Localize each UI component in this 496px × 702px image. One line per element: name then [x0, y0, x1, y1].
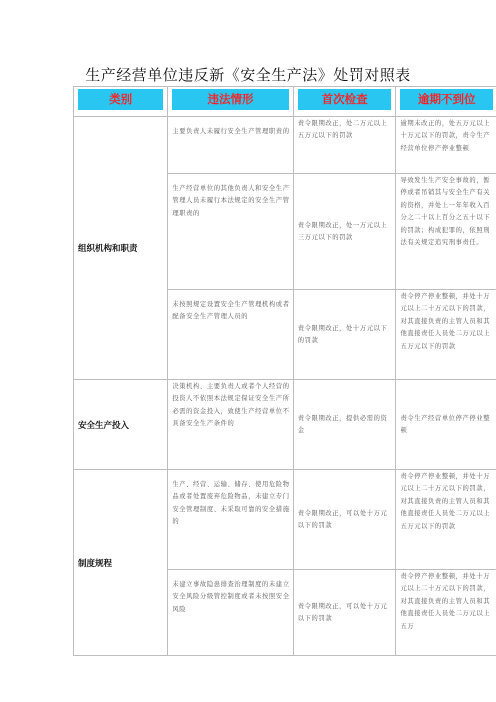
situation-cell: 决策机构、主要负责人或者个人经营的投资人不依照本法规定保证安全生产所必需的资金投入，致使生产经营单位不具备安全生产条件的	[168, 380, 293, 470]
category-cell: 组织机构和职责	[74, 117, 168, 380]
header-situation: 违法情形	[168, 87, 293, 117]
page-title: 生产经营单位违反新《安全生产法》处罚对照表	[85, 66, 411, 84]
situation-cell: 生产、经营、运输、储存、使用危险物品或者处置废弃危险物品，未建立专门安全管理制度、未采取可靠的安全措施的	[168, 470, 293, 570]
overdue-cell: 责令停产停业整顿，并处十万元以上二十万元以下的罚款，对其直接负责的主管人员和其他直接责任人员处二万元以上五万	[396, 570, 496, 656]
header-overdue: 逾期不到位	[396, 87, 496, 117]
header-category: 类别	[74, 87, 168, 117]
header-first-check: 首次检查	[293, 87, 396, 117]
situation-cell: 未建立事故隐患排查治理制度的未建立安全风险分级管控制度或者未按照安全风险	[168, 570, 293, 656]
overdue-cell: 导致发生生产安全事故的，暂停或者吊销其与安全生产有关的资格，并处上一年年收入百分之二十以上百分之五十以下的罚款；构成犯罪的，依照刑法有关规定追究刑事责任。	[396, 174, 496, 290]
overdue-cell: 责令停产停业整顿，并处十万元以上二十万元以下的罚款，对其直接负责的主管人员和其他直接责任人员处二万元以上五万元以下的罚款	[396, 470, 496, 570]
category-cell: 制度规程	[74, 470, 168, 656]
situation-cell: 未按照规定设置安全生产管理机构或者配备安全生产管理人员的	[168, 290, 293, 380]
situation-cell: 生产经营单位的其他负责人和安全生产管理人员未履行本法规定的安全生产管理职责的	[168, 174, 293, 290]
overdue-cell: 逾期未改正的，处五万元以上十万元以下的罚款，责令生产经营单位停产停业整顿	[396, 117, 496, 174]
table-row	[74, 380, 496, 470]
first-check-cell: 责令限期改正，处一万元以上三万元以下的罚款	[293, 174, 396, 290]
table-header-row	[74, 87, 496, 117]
first-check-cell: 责令限期改正，可以处十万元以下的罚款	[293, 570, 396, 656]
category-cell: 安全生产投入	[74, 380, 168, 470]
first-check-cell: 责令限期改正，处二万元以上五万元以下的罚款	[293, 117, 396, 174]
table-row	[74, 117, 496, 174]
table-row	[74, 470, 496, 570]
overdue-cell: 责令生产经营单位停产停业整顿	[396, 380, 496, 470]
penalty-table	[73, 86, 496, 656]
first-check-cell: 责令限期改正，提供必需的资金	[293, 380, 396, 470]
situation-cell: 主要负责人未履行安全生产管理职责的	[168, 117, 293, 174]
overdue-cell: 责令停产停业整顿，并处十万元以上二十万元以下的罚款，对其直接负责的主管人员和其他直接责任人员处二万元以上五万元以下的罚款	[396, 290, 496, 380]
first-check-cell: 责令限期改正，可以处十万元以下的罚款	[293, 470, 396, 570]
first-check-cell: 责令限期改正，处十万元以下的罚款	[293, 290, 396, 380]
